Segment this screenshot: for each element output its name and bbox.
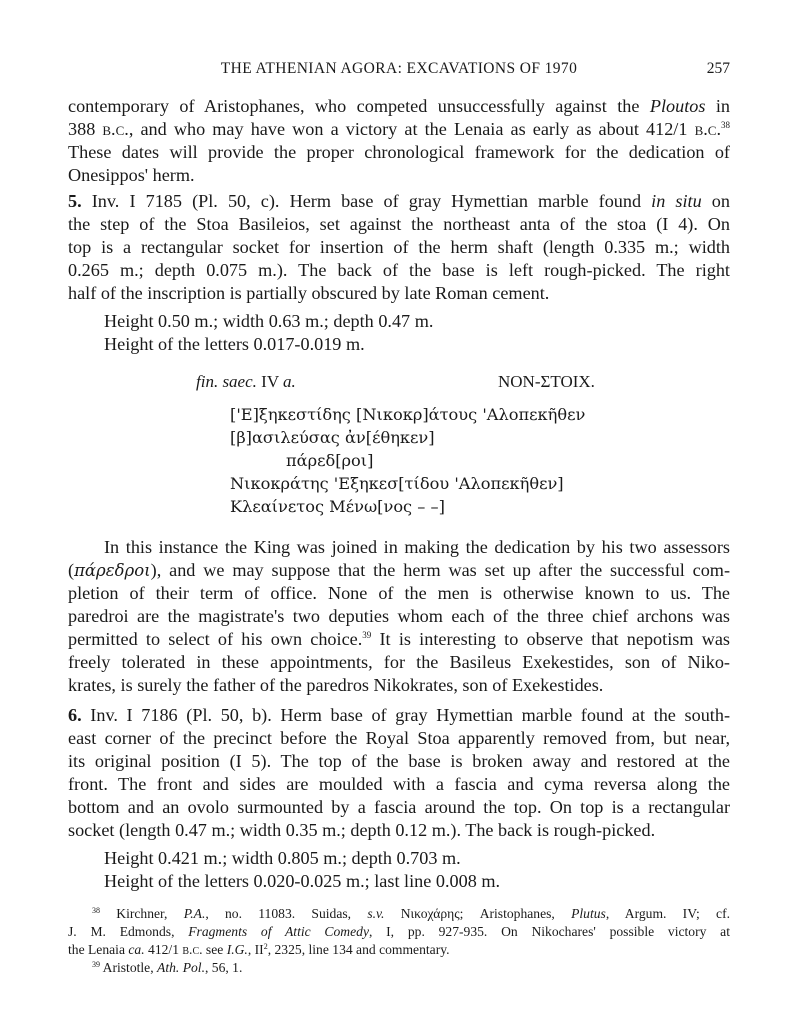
item5-line-1: 5. Inv. I 7185 (Pl. 50, c). Herm base of gray Hymettian marble found in situ on: [68, 191, 730, 211]
footnote-ref-39: 39: [362, 630, 372, 640]
item6-line-3: its original position (I 5). The top of the base is broken away and restored at the: [68, 751, 730, 771]
item6-line-2: east corner of the precinct before the Royal Stoa apparently removed from, but near,: [68, 728, 730, 748]
discussion-line-7: krates, is surely the father of the paredros Nikokrates, son of Exekestides.: [68, 675, 604, 695]
footnote-38-line-2: J. M. Edmonds, Fragments of Attic Comedy, I, pp. 927-935. On Nikochares' possible victory at: [68, 924, 730, 939]
item6-letter-height: Height of the letters 0.020-0.025 m.; last line 0.008 m.: [104, 871, 501, 891]
discussion-line-6: freely tolerated in these appointments, for the Basileus Exekestides, son of Niko-: [68, 652, 730, 672]
item6-line-1: 6. Inv. I 7186 (Pl. 50, b). Herm base of gray Hymettian marble found at the south-: [68, 705, 730, 725]
footnote-39: $^{39}$ Aristotle, Ath. Pol., 56, 1.: [92, 960, 243, 975]
item5-letter-height: Height of the letters 0.017-0.019 m.: [104, 334, 365, 354]
item5-line-5: half of the inscription is partially obscured by late Roman cement.: [68, 283, 550, 303]
item5-line-3: top is a rectangular socket for insertion of the herm shaft (length 0.335 m.; width: [68, 237, 730, 257]
item5-measurements: Height 0.50 m.; width 0.63 m.; depth 0.47 m.: [104, 311, 434, 331]
inscription-line-3: πάρεδ[ροι]: [286, 451, 374, 470]
inscription-line-5: Κλεαίνετος Μένω[νος – –]: [230, 497, 445, 516]
footnote-ref-38: 38: [721, 120, 730, 130]
item5-number: 5.: [68, 191, 82, 211]
intro-line-1: contemporary of Aristophanes, who competed unsuccessfully against the Ploutos in: [68, 96, 730, 116]
item5-line-4: 0.265 m.; depth 0.075 m.). The back of the base is left rough-picked. The right: [68, 260, 730, 280]
inscription-style: NON-ΣΤΟΙΧ.: [498, 372, 595, 391]
item6-line-6: socket (length 0.47 m.; width 0.35 m.; depth 0.12 m.). The back is rough-picked.: [68, 820, 656, 840]
running-head: [68, 60, 730, 82]
intro-line-3: These dates will provide the proper chronological framework for the dedication of: [68, 142, 730, 162]
intro-line-4: Onesippos' herm.: [68, 165, 195, 185]
item6-number: 6.: [68, 705, 82, 725]
item6-line-4: front. The front and sides are moulded with a fascia and cyma reversa along the: [68, 774, 730, 794]
item6-line-5: bottom and an ovolo surmounted by a fascia around the top. On top is a rectangular: [68, 797, 730, 817]
inscription-line-4: Νικοκράτης 'Εξηκεσ[τίδου 'Αλοπεκῆθεν]: [230, 474, 564, 493]
discussion-line-4: paredroi are the magistrate's two deputies whom each of the three chief archons was: [68, 606, 730, 626]
discussion-line-1: In this instance the King was joined in making the dedication by his two assessors: [104, 537, 730, 557]
footnote-38-line-1: $^{38}$ Kirchner, P.A., no. 11083. Suidas, s.v. Νικοχάρης; Aristophanes, Plutus, Argum. IV; cf.: [92, 906, 731, 921]
intro-line-2: 388 b.c., and who may have won a victory at the Lenaia as early as about 412/1 b.c.$^{38}$: [68, 119, 730, 139]
inscription-line-1: ['Ε]ξηκεστίδης [Νικοκρ]άτους 'Αλοπεκῆθεν: [230, 405, 586, 424]
discussion-line-5: permitted to select of his own choice.$^{39}$ It is interesting to observe that nepotism was: [68, 629, 730, 649]
item6-measurements: Height 0.421 m.; width 0.805 m.; depth 0.703 m.: [104, 848, 461, 868]
item5-line-2: the step of the Stoa Basileios, set against the northeast anta of the stoa (I 4). On: [68, 214, 730, 234]
discussion-line-2: (πάρεδροι), and we may suppose that the herm was set up after the successful com-: [68, 560, 730, 580]
inscription-date: fin. saec. IV a.: [196, 372, 296, 391]
page-number: 257: [706, 60, 730, 77]
running-title: THE ATHENIAN AGORA: EXCAVATIONS OF 1970: [220, 60, 578, 77]
footnote-38-line-3: the Lenaia ca. 412/1 b.c. see I.G., II$^2$, 2325, line 134 and commentary.: [68, 942, 450, 957]
discussion-line-3: pletion of their term of office. None of the men is otherwise known to us. The: [68, 583, 730, 603]
inscription-line-2: [β]ασιλεύσας ἀν[έθηκεν]: [230, 428, 435, 447]
